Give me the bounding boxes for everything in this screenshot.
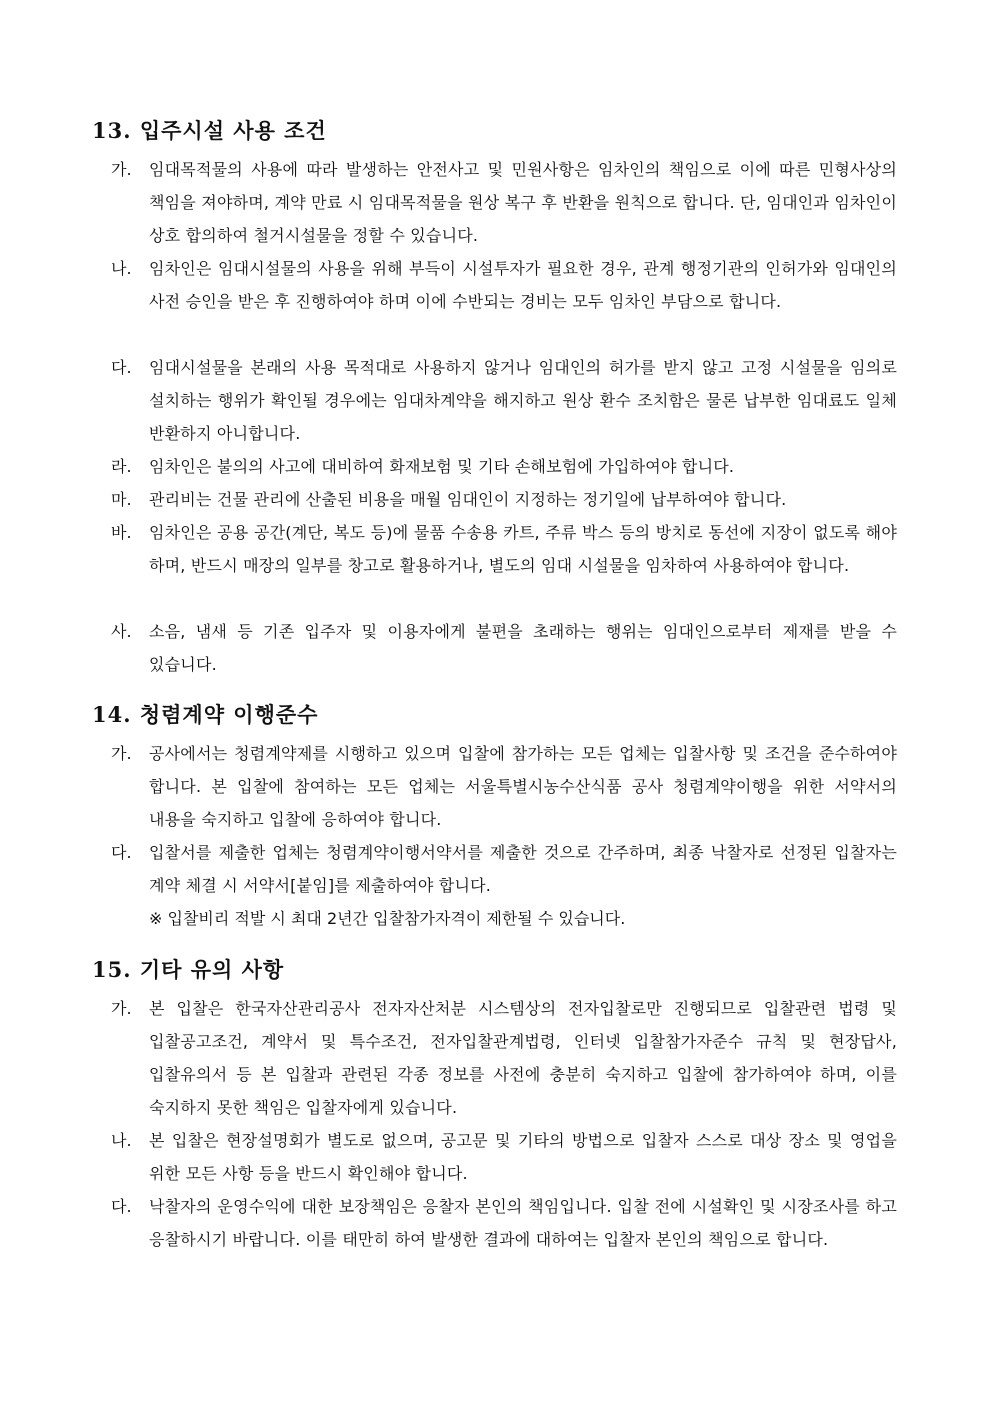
notice-text: ※ 입찰비리 적발 시 최대 2년간 입찰참가자격이 제한될 수 있습니다.: [149, 909, 626, 928]
list-marker: 가.: [111, 999, 132, 1018]
list-item-text: 임차인은 임대시설물의 사용을 위해 부득이 시설투자가 필요한 경우, 관계 행정기관의 인허가와 임대인의 사전 승인을 받은 후 진행하여야 하며 이에 수반되는 경비는 모두 임차인 부담으로 합니다.: [149, 259, 897, 311]
list-item-text: 본 입찰은 현장설명회가 별도로 없으며, 공고문 및 기타의 방법으로 입찰자 스스로 대상 장소 및 영업을 위한 모든 사항 등을 반드시 확인해야 합니다.: [149, 1131, 897, 1183]
list-marker: 바.: [111, 523, 132, 542]
list-marker: 가.: [111, 160, 132, 179]
list-marker: 다.: [111, 843, 132, 862]
list-item-text: 임차인은 공용 공간(계단, 복도 등)에 물품 수송용 카트, 주류 박스 등의 방치로 동선에 지장이 없도록 해야 하며, 반드시 매장의 일부를 창고로 활용하거나, 별도의 임대 시설물을 임차하여 사용하여야 합니다.: [149, 523, 897, 575]
list-marker: 마.: [111, 490, 132, 509]
list-item-text: 소음, 냄새 등 기존 입주자 및 이용자에게 불편을 초래하는 행위는 임대인으로부터 제재를 받을 수 있습니다.: [149, 622, 897, 674]
list-marker: 가.: [111, 744, 132, 763]
list-marker: 나.: [111, 1131, 132, 1150]
list-item-text: 관리비는 건물 관리에 산출된 비용을 매월 임대인이 지정하는 정기일에 납부하여야 합니다.: [149, 490, 787, 509]
list-marker: 사.: [111, 622, 132, 641]
list-item-text: 입찰서를 제출한 업체는 청렴계약이행서약서를 제출한 것으로 간주하며, 최종 낙찰자로 선정된 입찰자는 계약 체결 시 서약서[붙임]를 제출하여야 합니다.: [149, 843, 897, 895]
list-item-text: 임대시설물을 본래의 사용 목적대로 사용하지 않거나 임대인의 허가를 받지 않고 고정 시설물을 임의로 설치하는 행위가 확인될 경우에는 임대차계약을 해지하고 원상 환수 조치함은 물론 납부한 임대료도 일체 반환하지 아니합니다.: [149, 358, 897, 443]
section-heading: 14. 청렴계약 이행준수: [92, 702, 319, 727]
section-heading: 13. 입주시설 사용 조건: [92, 118, 327, 143]
section-heading: 15. 기타 유의 사항: [92, 957, 285, 982]
list-item-text: 본 입찰은 한국자산관리공사 전자자산처분 시스템상의 전자입찰로만 진행되므로 입찰관련 법령 및 입찰공고조건, 계약서 및 특수조건, 전자입찰관계법령, 인터넷 입찰참가자준수 규칙 및 현장답사, 입찰유의서 등 본 입찰과 관련된 각종 정보를 사전에 충분히 숙지하고 입찰에 참가하여야 하며, 이를 숙지하지 못한 책임은 입찰자에게 있습니다.: [149, 999, 897, 1117]
list-item-text: 공사에서는 청렴계약제를 시행하고 있으며 입찰에 참가하는 모든 업체는 입찰사항 및 조건을 준수하여야 합니다. 본 입찰에 참여하는 모든 업체는 서울특별시농수산식품 공사 청렴계약이행을 위한 서약서의 내용을 숙지하고 입찰에 응하여야 합니다.: [149, 744, 897, 829]
list-marker: 다.: [111, 1197, 132, 1216]
list-marker: 라.: [111, 457, 132, 476]
list-marker: 나.: [111, 259, 132, 278]
list-item-text: 낙찰자의 운영수익에 대한 보장책임은 응찰자 본인의 책임입니다. 입찰 전에 시설확인 및 시장조사를 하고 응찰하시기 바랍니다. 이를 태만히 하여 발생한 결과에 대하여는 입찰자 본인의 책임으로 합니다.: [149, 1197, 897, 1249]
list-item-text: 임차인은 불의의 사고에 대비하여 화재보험 및 기타 손해보험에 가입하여야 합니다.: [149, 457, 735, 476]
list-item-text: 임대목적물의 사용에 따라 발생하는 안전사고 및 민원사항은 임차인의 책임으로 이에 따른 민형사상의 책임을 져야하며, 계약 만료 시 임대목적물을 원상 복구 후 반환을 원칙으로 합니다. 단, 임대인과 임차인이 상호 합의하여 철거시설물을 정할 수 있습니다.: [149, 160, 897, 245]
list-marker: 다.: [111, 358, 132, 377]
